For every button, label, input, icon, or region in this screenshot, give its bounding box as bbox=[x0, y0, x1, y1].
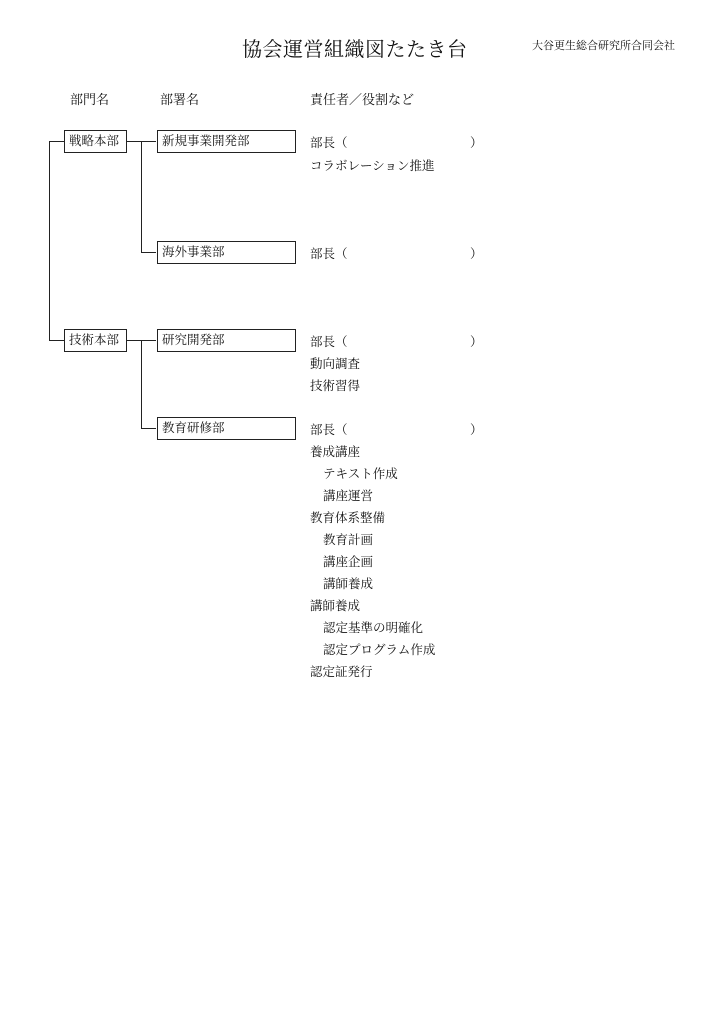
role-subitem: 講師養成 bbox=[323, 576, 374, 591]
role-subitem: 認定基準の明確化 bbox=[323, 620, 424, 635]
root-connector-line bbox=[49, 141, 50, 341]
head-label: 部長（ bbox=[310, 334, 348, 349]
division-box-strategy: 戦略本部 bbox=[64, 130, 127, 153]
role-item: 養成講座 bbox=[310, 444, 361, 459]
head-close: ） bbox=[470, 135, 483, 150]
head-label: 部長（ bbox=[310, 246, 348, 261]
department-box-education: 教育研修部 bbox=[157, 417, 296, 440]
role-item: 動向調査 bbox=[310, 356, 361, 371]
role-item: 技術習得 bbox=[310, 378, 361, 393]
role-subitem: テキスト作成 bbox=[323, 466, 398, 481]
role-subitem: 講座運営 bbox=[323, 488, 374, 503]
role-item: コラボレーション推進 bbox=[310, 158, 435, 173]
header-division: 部門名 bbox=[70, 93, 110, 108]
connector-line bbox=[141, 252, 156, 253]
role-item: 教育体系整備 bbox=[310, 510, 386, 525]
head-close: ） bbox=[470, 334, 483, 349]
role-item: 講師養成 bbox=[310, 598, 361, 613]
company-name: 大谷更生総合研究所合同会社 bbox=[532, 39, 675, 52]
department-box-new-business: 新規事業開発部 bbox=[157, 130, 296, 153]
connector-line bbox=[49, 141, 64, 142]
connector-line bbox=[127, 141, 156, 142]
header-department: 部署名 bbox=[160, 93, 200, 108]
department-box-overseas: 海外事業部 bbox=[157, 241, 296, 264]
head-label: 部長（ bbox=[310, 135, 348, 150]
page-title: 協会運営組織図たたき台 bbox=[242, 37, 468, 61]
role-item: 認定証発行 bbox=[310, 664, 373, 679]
head-close: ） bbox=[470, 246, 483, 261]
role-subitem: 講座企画 bbox=[323, 554, 374, 569]
header-role: 責任者／役割など bbox=[310, 93, 415, 108]
division-connector-line bbox=[141, 340, 142, 428]
head-close: ） bbox=[470, 422, 483, 437]
connector-line bbox=[141, 428, 156, 429]
role-subitem: 教育計画 bbox=[323, 532, 374, 547]
connector-line bbox=[49, 340, 64, 341]
role-subitem: 認定プログラム作成 bbox=[323, 642, 436, 657]
division-box-technology: 技術本部 bbox=[64, 329, 127, 352]
connector-line bbox=[127, 340, 156, 341]
head-label: 部長（ bbox=[310, 422, 348, 437]
division-connector-line bbox=[141, 141, 142, 252]
department-box-rnd: 研究開発部 bbox=[157, 329, 296, 352]
